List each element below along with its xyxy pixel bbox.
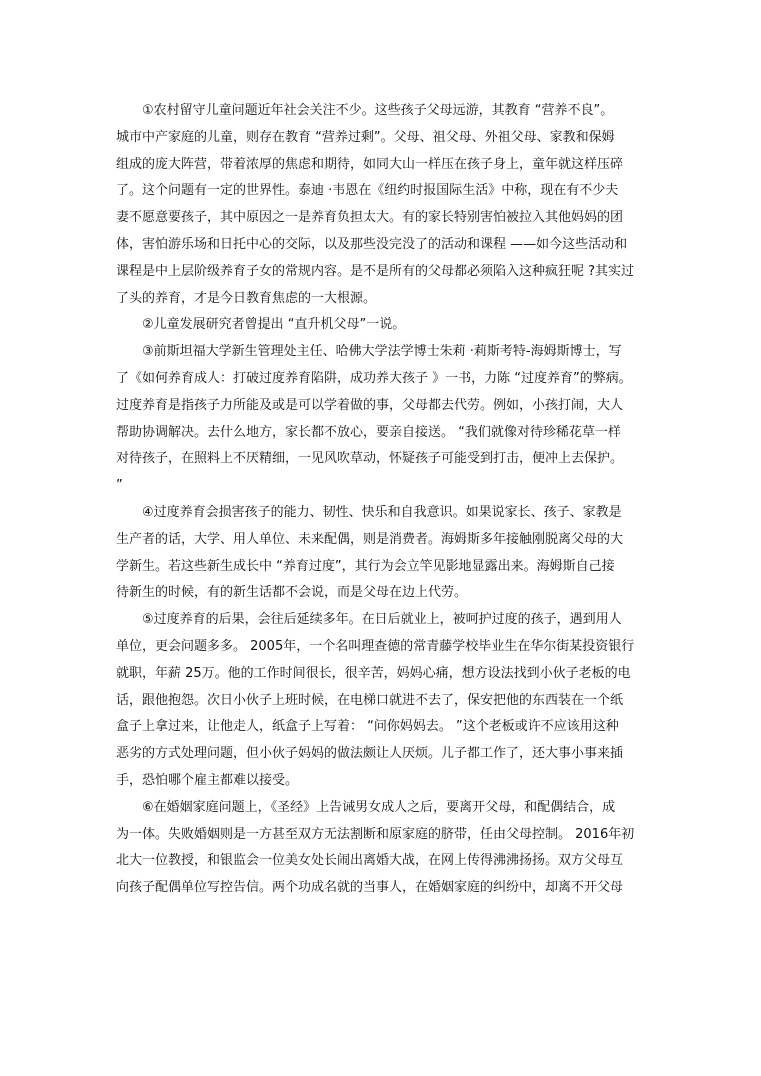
- text-line: 恶劣的方式处理问题，但小伙子妈妈的做法颇让人厌烦。儿子都工作了，还大事小事来插: [116, 746, 624, 762]
- text-line: 就职，年薪 25万。他的工作时间很长，很辛苦，妈妈心痛，想方设法找到小伙子老板的电: [116, 665, 631, 681]
- text-line: 课程是中上层阶级养育子女的常规内容。是不是所有的父母都必须陷入这种疯狂呢 ?其实过: [116, 263, 635, 279]
- paragraph-1: [116, 98, 648, 312]
- paragraph-3: [116, 339, 648, 500]
- paragraph-4: [116, 500, 648, 607]
- text-line: ④过度养育会损害孩子的能力、韧性、快乐和自我意识。如果说家长、孩子、家教是: [142, 504, 622, 520]
- text-line: 了。这个问题有一定的世界性。泰迪 ·韦恩在《纽约时报国际生活》中称，现在有不少夫: [116, 183, 619, 199]
- paragraph-6: [116, 795, 648, 902]
- text-line: 单位，更会问题多多。 2005年，一个名叫理查德的常青藤学校毕业生在华尔街某投资银行: [116, 638, 635, 654]
- document-body: [116, 98, 648, 902]
- text-line: 学新生。若这些新生成长中 “养育过度”，其行为会立竿见影地显露出来。海姆斯自己接: [116, 558, 615, 574]
- text-line: 为一体。失败婚姻则是一方甚至双方无法割断和原家庭的脐带，任由父母控制。 2016年初: [116, 826, 635, 842]
- paragraph-2: [116, 312, 648, 339]
- text-line: 了《如何养育成人：打破过度养育陷阱，成功养大孩子 》一书，力陈 “过度养育”的弊病。: [116, 370, 632, 386]
- text-line: 北大一位教授，和银监会一位美女处长闹出离婚大战，在网上传得沸沸扬扬。双方父母互: [116, 853, 624, 869]
- paragraph-5: [116, 607, 648, 795]
- text-line: ⑥在婚姻家庭问题上，《圣经》上告诫男女成人之后，要离开父母，和配偶结合，成: [142, 799, 616, 815]
- text-line: ①农村留守儿童问题近年社会关注不少。这些孩子父母远游，其教育 “营养不良”。: [142, 103, 614, 118]
- text-line: 帮助协调解决。去什么地方，家长都不放心，要亲自接送。 “我们就像对待珍稀花草一样: [116, 424, 621, 440]
- text-line: 组成的庞大阵营，带着浓厚的焦虑和期待，如同大山一样压在孩子身上，童年就这样压碎: [116, 156, 624, 172]
- text-line: ②儿童发展研究者曾提出 “直升机父母”一说。: [142, 317, 406, 333]
- text-line: 过度养育是指孩子力所能及或是可以学着做的事，父母都去代劳。例如，小孩打闹，大人: [116, 397, 624, 413]
- text-line: ③前斯坦福大学新生管理处主任、哈佛大学法学博士朱莉 ·莉斯考特-海姆斯博士，写: [142, 344, 622, 360]
- text-line: 城市中产家庭的儿童，则存在教育 “营养过剩”。父母、祖父母、外祖父母、家教和保姆: [116, 129, 615, 145]
- text-line: 盒子上拿过来，让他走人，纸盒子上写着： “问你妈妈去。 ”这个老板或许不应该用这种: [116, 719, 619, 735]
- text-line: 待新生的时候，有的新生话都不会说，而是父母在边上代劳。: [116, 585, 468, 601]
- text-line: 手，恐怕哪个雇主都难以接受。: [116, 772, 299, 788]
- text-line: 体，害怕游乐场和日托中心的交际，以及那些没完没了的活动和课程 ——如今这些活动和: [116, 236, 628, 252]
- text-line: 话，跟他抱怨。次日小伙子上班时候，在电梯口就进不去了，保安把他的东西装在一个纸: [116, 692, 624, 708]
- text-line: ”: [116, 478, 123, 494]
- text-line: 了头的养育，才是今日教育焦虑的一大根源。: [116, 290, 377, 306]
- text-line: 向孩子配偶单位写控告信。两个功成名就的当事人，在婚姻家庭的纠纷中，却离不开父母: [116, 880, 624, 896]
- text-line: 妻不愿意要孩子，其中原因之一是养育负担太大。有的家长特别害怕被拉入其他妈妈的团: [116, 210, 624, 226]
- text-line: 生产者的话，大学、用人单位、未来配偶，则是消费者。海姆斯多年接触刚脱离父母的大: [116, 531, 624, 547]
- text-line: ⑤过度养育的后果，会往后延续多年。在日后就业上，被呵护过度的孩子，遇到用人: [142, 612, 622, 628]
- text-line: 对待孩子，在照料上不厌精细，一见风吹草动，怀疑孩子可能受到打击，便冲上去保护。: [116, 451, 624, 467]
